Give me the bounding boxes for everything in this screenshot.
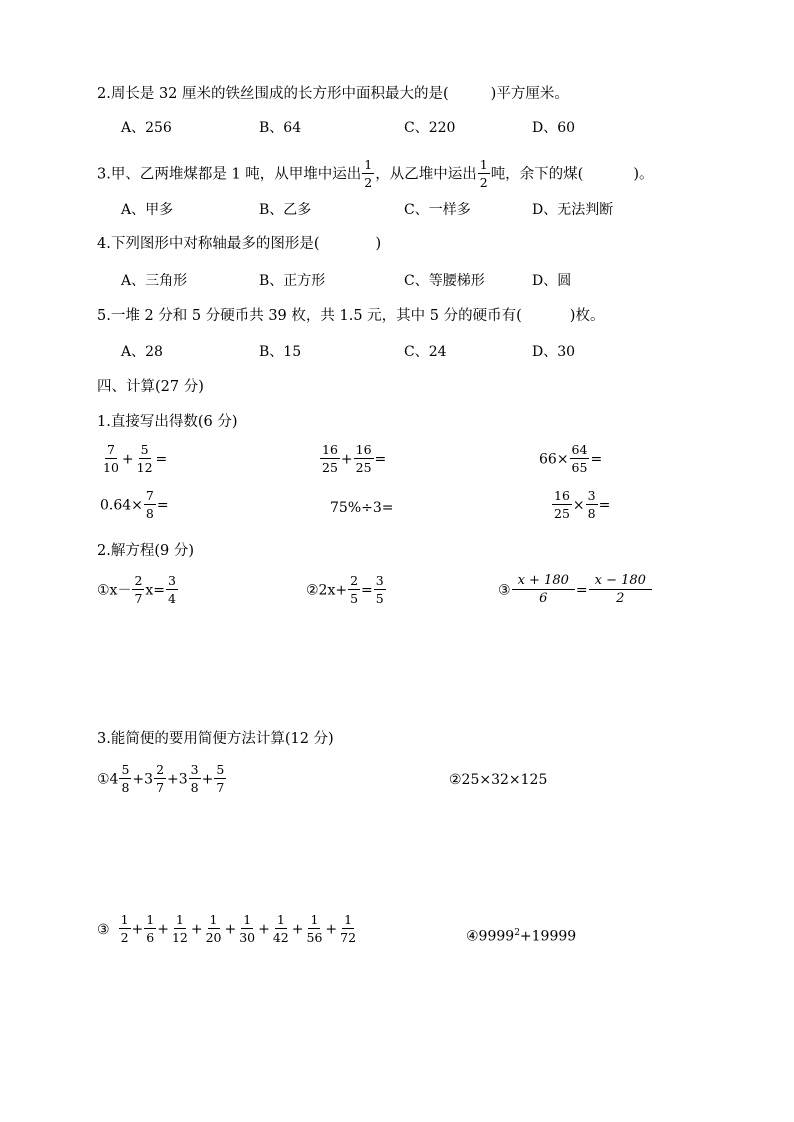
q2-option-a[interactable]: A、256 [121,120,172,136]
section-title: 四、计算(27 分) [97,379,204,395]
question-2-text: 2.周长是 32 厘米的铁丝围成的长方形中面积最大的是( [97,86,449,102]
question-5-text: 5.一堆 2 分和 5 分硬币共 39 枚，共 1.5 元，其中 5 分的硬币有( [97,308,522,324]
fraction: $\frac{1}{56}$ [306,912,323,945]
part-3-title: 3.能简便的要用简便方法计算(12 分) [97,731,334,747]
q5-option-b[interactable]: B、15 [259,344,302,360]
calculation-3: ③ $\frac{1}{2}$ + $\frac{1}{6}$ + $\frac{1}{12}$ + $\frac{1}{20}$ + $\frac{1}{30}$ + $\frac{1}{42}$ + $\frac{1}{56}$ + $\frac{1}{72}$ [97,912,357,945]
q3-option-a[interactable]: A、甲多 [121,202,174,218]
q5-option-a[interactable]: A、28 [121,344,163,360]
question-2-text-end: )平方厘米。 [490,86,569,102]
fraction: $\frac{16}{25}$ [322,442,338,475]
question-3-text-end: )。 [633,166,654,183]
fraction: $\frac{3}{8}$ [587,488,596,521]
q4-option-b[interactable]: B、正方形 [259,273,326,289]
part-1-title: 1.直接写出得数(6 分) [97,414,238,430]
expression-2: $\frac{16}{25}$ + $\frac{16}{25}$ = [322,442,387,475]
fraction: $\frac{1}{72}$ [340,912,357,945]
question-5-text-end: )枚。 [569,308,605,324]
question-4-text-end: ) [375,236,382,252]
question-4 [97,234,381,254]
q2-option-c[interactable]: C、220 [404,120,456,136]
part-2-title: 2.解方程(9 分) [97,543,194,559]
question-3-text: 3.甲、乙两堆煤都是 1 吨，从甲堆中运出 [97,166,362,183]
fraction: $\frac{1}{30}$ [239,912,256,945]
expression-4: 0.64× $\frac{7}{8}$ = [100,488,169,521]
question-4-text: 4.下列图形中对称轴最多的图形是( [97,236,320,252]
fraction: $\frac{3}{8}$ [190,762,199,795]
fraction: $\frac{x - 180}{2}$ [589,573,652,606]
fraction: $\frac{1}{20}$ [205,912,222,945]
question-3-text-cont: 吨，余下的煤( [490,166,584,183]
expression-1: $\frac{7}{10}$ + $\frac{5}{12}$ = [103,442,168,475]
equation-1: ①x－ $\frac{2}{7}$ x= $\frac{3}{4}$ [97,573,176,606]
q5-option-d[interactable]: D、30 [532,344,576,360]
fraction: $\frac{1}{2}$ [120,912,129,945]
question-2 [97,84,569,104]
fraction: $\frac{1}{2}$ [479,157,488,190]
expression-6: $\frac{16}{25}$ × $\frac{3}{8}$ = [554,488,611,521]
equation-3: ③ $\frac{x + 180}{6}$ = $\frac{x - 180}{2}$ [498,574,653,607]
fraction: $\frac{7}{8}$ [145,488,154,521]
calculation-1: ①4 $\frac{5}{8}$ +3 $\frac{2}{7}$ +3 $\frac{3}{8}$ + $\frac{5}{7}$ [97,762,225,795]
fraction: $\frac{5}{8}$ [121,762,130,795]
expression-3: 66× $\frac{64}{65}$ = [539,442,603,475]
fraction: $\frac{3}{4}$ [168,573,176,606]
fraction: $\frac{5}{7}$ [216,762,225,795]
calculation-4: $④9999^2+19999$ [466,928,577,945]
question-5 [97,306,604,326]
fraction: $\frac{1}{6}$ [146,912,155,945]
q2-option-b[interactable]: B、64 [259,120,302,136]
q4-option-c[interactable]: C、等腰梯形 [404,273,485,289]
fraction: $\frac{1}{2}$ [364,157,373,190]
q3-option-b[interactable]: B、乙多 [259,202,312,218]
fraction: $\frac{x + 180}{6}$ [512,573,575,606]
calculation-2: ②25×32×125 [449,772,548,788]
fraction: $\frac{1}{42}$ [272,912,289,945]
fraction: $\frac{3}{5}$ [375,573,384,606]
expression-5: 75%÷3= [330,500,394,516]
q5-option-c[interactable]: C、24 [404,344,447,360]
fraction: $\frac{64}{65}$ [571,442,588,475]
question-3-text-mid: ，从乙堆中运出 [375,166,477,183]
fraction: $\frac{2}{7}$ [134,573,143,606]
fraction: $\frac{16}{25}$ [355,442,372,475]
q3-option-c[interactable]: C、一样多 [404,202,471,218]
q3-option-d[interactable]: D、无法判断 [532,202,614,218]
fraction: $\frac{1}{12}$ [171,912,188,945]
fraction: $\frac{16}{25}$ [554,488,570,521]
fraction: $\frac{2}{5}$ [350,573,359,606]
equation-2: ②2x+ $\frac{2}{5}$ = $\frac{3}{5}$ [306,573,384,606]
fraction: $\frac{5}{12}$ [136,442,153,475]
q2-option-d[interactable]: D、60 [532,120,576,136]
q4-option-d[interactable]: D、圆 [532,273,572,289]
fraction: $\frac{2}{7}$ [156,762,165,795]
question-3 [97,158,654,191]
fraction: $\frac{7}{10}$ [103,442,119,475]
q4-option-a[interactable]: A、三角形 [121,273,188,289]
